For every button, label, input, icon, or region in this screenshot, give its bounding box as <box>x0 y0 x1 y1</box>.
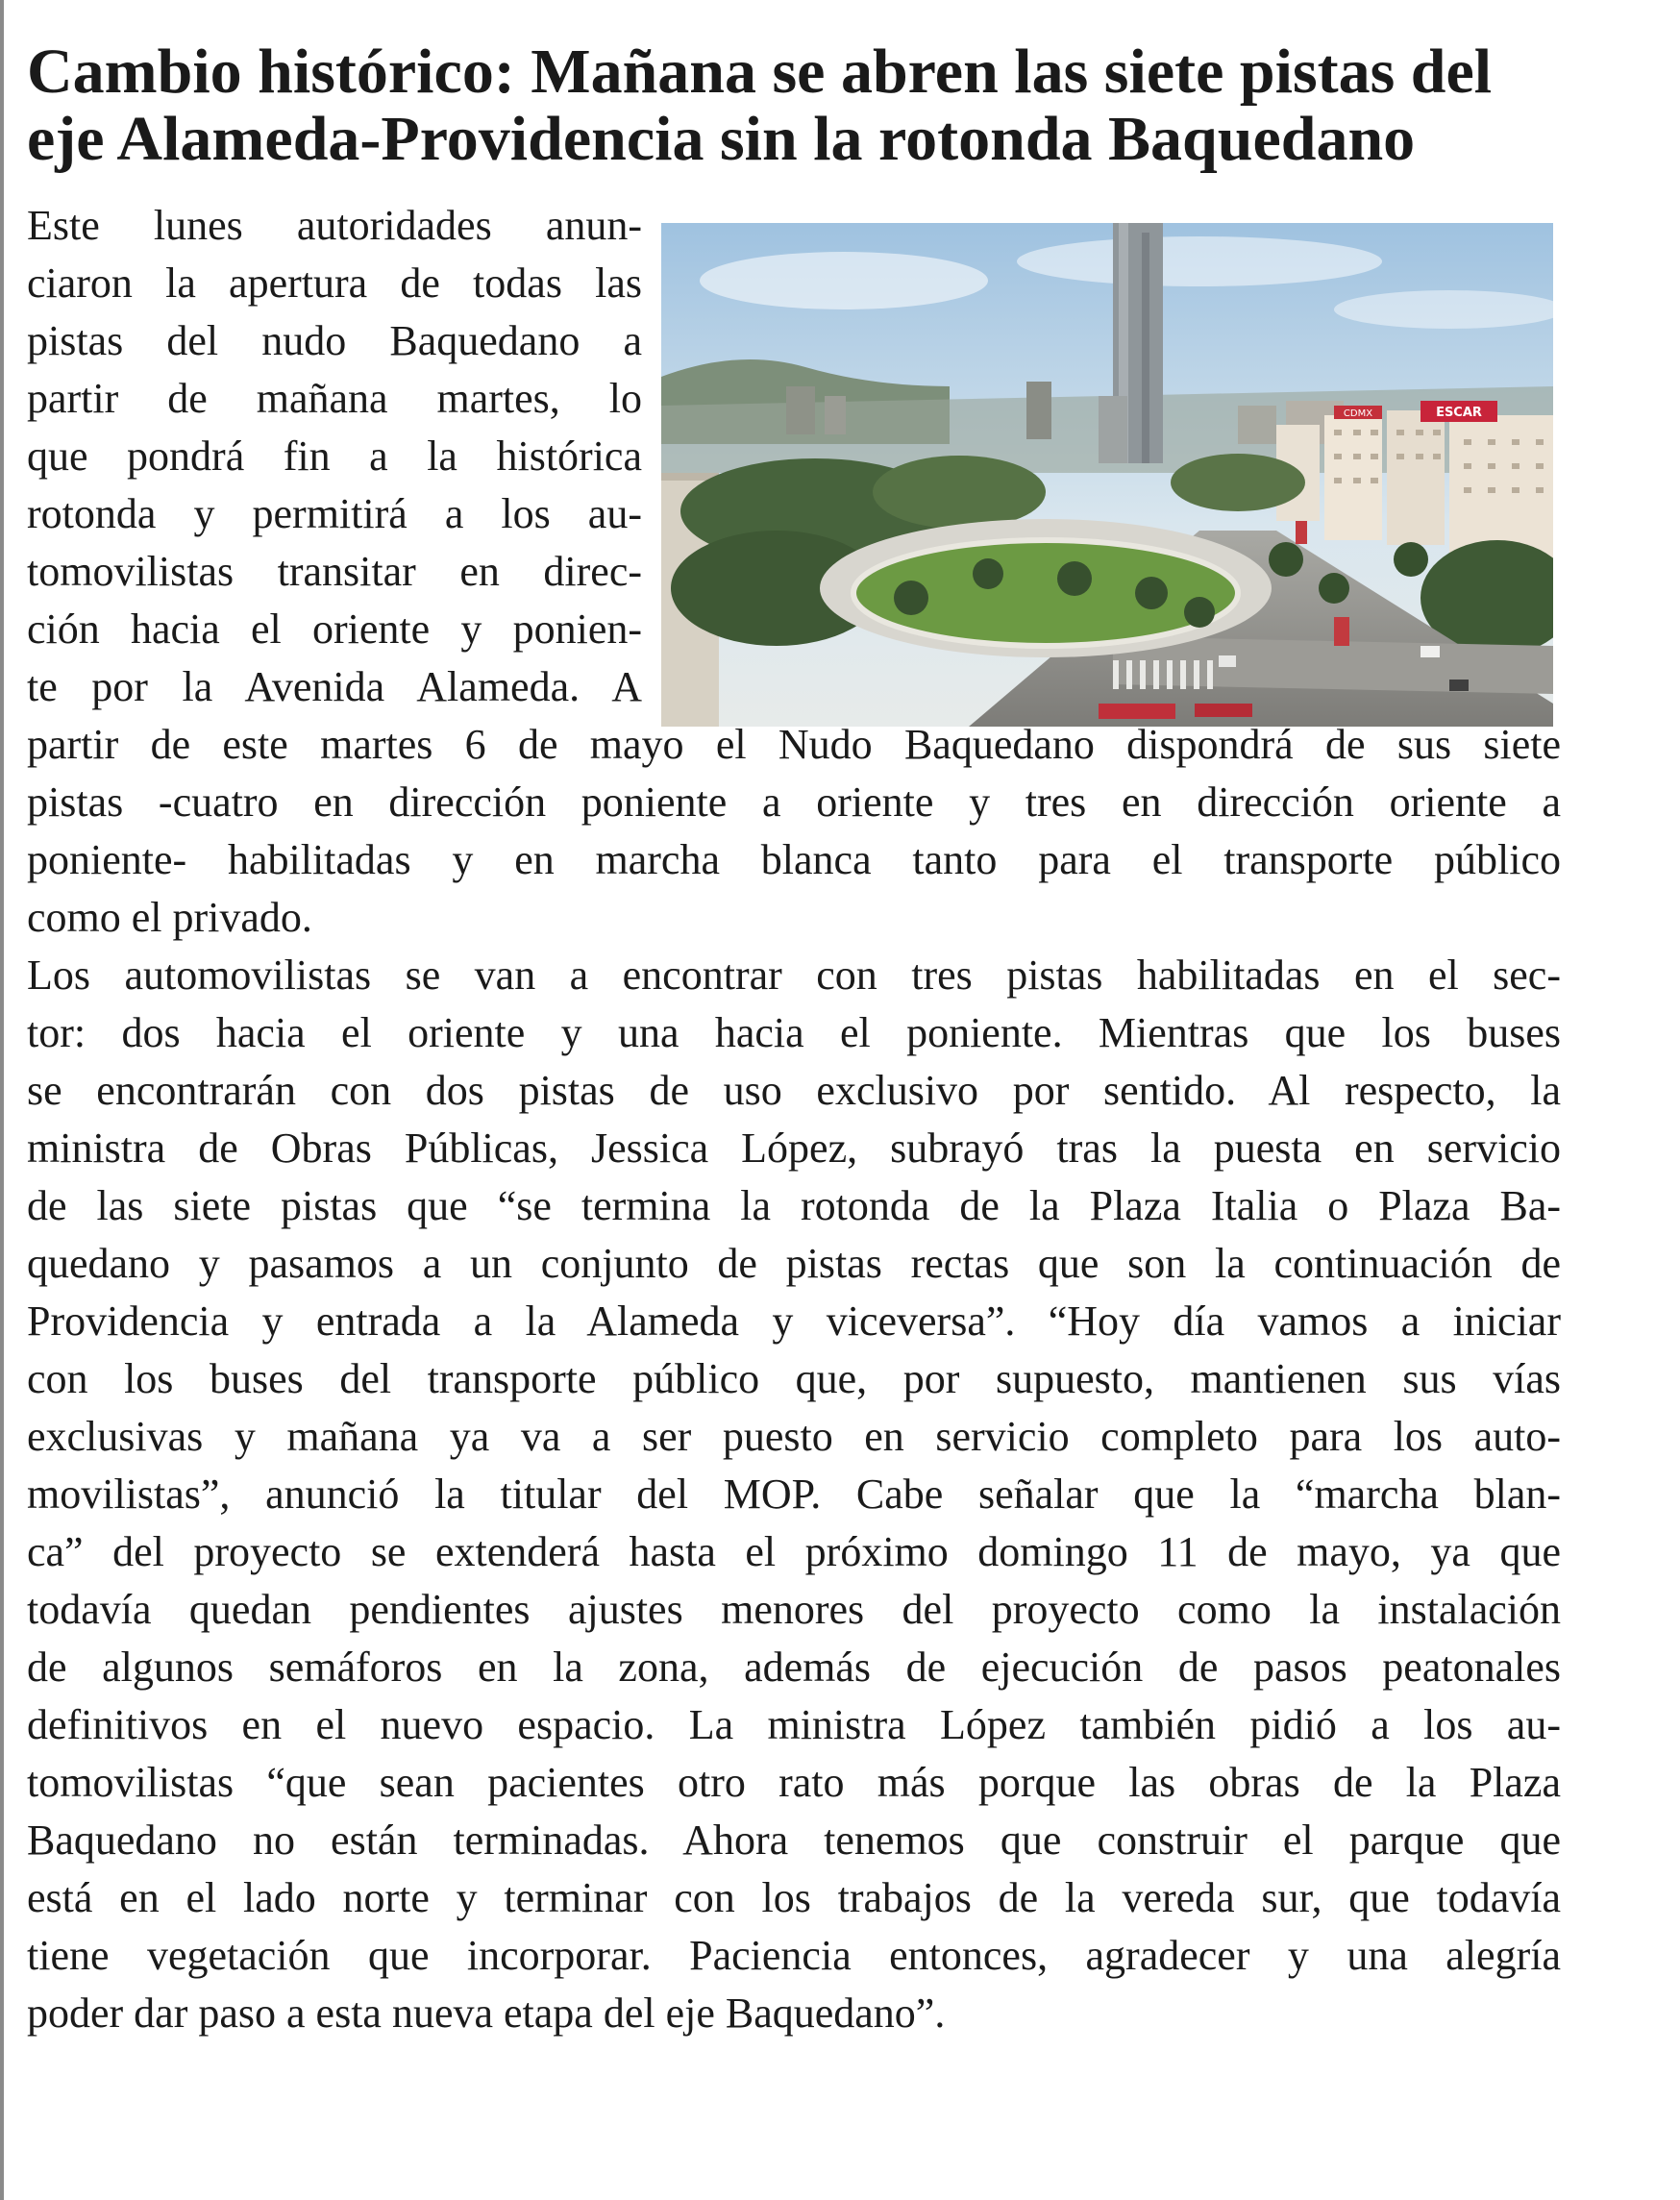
headline-line-1: Cambio histórico: Mañana se abren las siete pistas del <box>27 37 1493 107</box>
body-line: tomovilistas “que sean pacientes otro rato más porque las obras de la Plaza <box>27 1759 1561 1806</box>
body-line: está en el lado norte y terminar con los trabajos de la vereda sur, que todavía <box>27 1874 1561 1921</box>
headline <box>27 38 1565 173</box>
body-line: de algunos semáforos en la zona, además de ejecución de pasos peatonales <box>27 1644 1561 1691</box>
body-line: exclusivas y mañana ya va a ser puesto en servicio completo para los auto- <box>27 1413 1561 1460</box>
body-line: quedano y pasamos a un conjunto de pistas rectas que son la continuación de <box>27 1240 1561 1287</box>
body-line: pistas del nudo Baquedano a <box>27 317 642 364</box>
body-line: ministra de Obras Públicas, Jessica López, subrayó tras la puesta en servicio <box>27 1125 1561 1172</box>
body-line: con los buses del transporte público que, por supuesto, mantienen sus vías <box>27 1355 1561 1402</box>
body-line: rotonda y permitirá a los au- <box>27 490 642 537</box>
headline-line-2: eje Alameda-Providencia sin la rotonda Baquedano <box>27 104 1416 174</box>
photo-sign-right: ESCAR <box>1436 406 1482 420</box>
body-line: ción hacia el oriente y ponien- <box>27 606 642 653</box>
body-line: Providencia y entrada a la Alameda y viceversa”. “Hoy día vamos a iniciar <box>27 1298 1561 1345</box>
body-line: que pondrá fin a la histórica <box>27 433 642 480</box>
body-line: poniente- habilitadas y en marcha blanca tanto para el transporte público <box>27 836 1561 883</box>
body-line: partir de mañana martes, lo <box>27 375 642 422</box>
body-line: partir de este martes 6 de mayo el Nudo Baquedano dispondrá de sus siete <box>27 721 1561 768</box>
body-line: como el privado. <box>27 894 312 941</box>
body-line: de las siete pistas que “se termina la rotonda de la Plaza Italia o Plaza Ba- <box>27 1182 1561 1229</box>
photo-sign-left: CDMX <box>1343 408 1373 419</box>
body-line: Baquedano no están terminadas. Ahora tenemos que construir el parque que <box>27 1817 1561 1864</box>
body-line: tor: dos hacia el oriente y una hacia el poniente. Mientras que los buses <box>27 1009 1561 1056</box>
body-line: ciaron la apertura de todas las <box>27 260 642 307</box>
body-line: pistas -cuatro en dirección poniente a oriente y tres en dirección oriente a <box>27 779 1561 826</box>
body-line: poder dar paso a esta nueva etapa del eje Baquedano”. <box>27 1990 946 2037</box>
body-line: Este lunes autoridades anun- <box>27 202 642 249</box>
plaza-baquedano-photo <box>661 223 1553 727</box>
plaza-aerial-illustration <box>661 223 1553 727</box>
body-line: Los automovilistas se van a encontrar con tres pistas habilitadas en el sec- <box>27 952 1561 999</box>
body-line: te por la Avenida Alameda. A <box>27 663 642 710</box>
body-line: se encontrarán con dos pistas de uso exclusivo por sentido. Al respecto, la <box>27 1067 1561 1114</box>
body-line: movilistas”, anunció la titular del MOP. Cabe señalar que la “marcha blan- <box>27 1471 1561 1518</box>
body-line: tiene vegetación que incorporar. Paciencia entonces, agradecer y una alegría <box>27 1932 1561 1979</box>
body-line: ca” del proyecto se extenderá hasta el próximo domingo 11 de mayo, ya que <box>27 1528 1561 1575</box>
body-line: tomovilistas transitar en direc- <box>27 548 642 595</box>
body-line: definitivos en el nuevo espacio. La ministra López también pidió a los au- <box>27 1701 1561 1748</box>
body-line: todavía quedan pendientes ajustes menores del proyecto como la instalación <box>27 1586 1561 1633</box>
